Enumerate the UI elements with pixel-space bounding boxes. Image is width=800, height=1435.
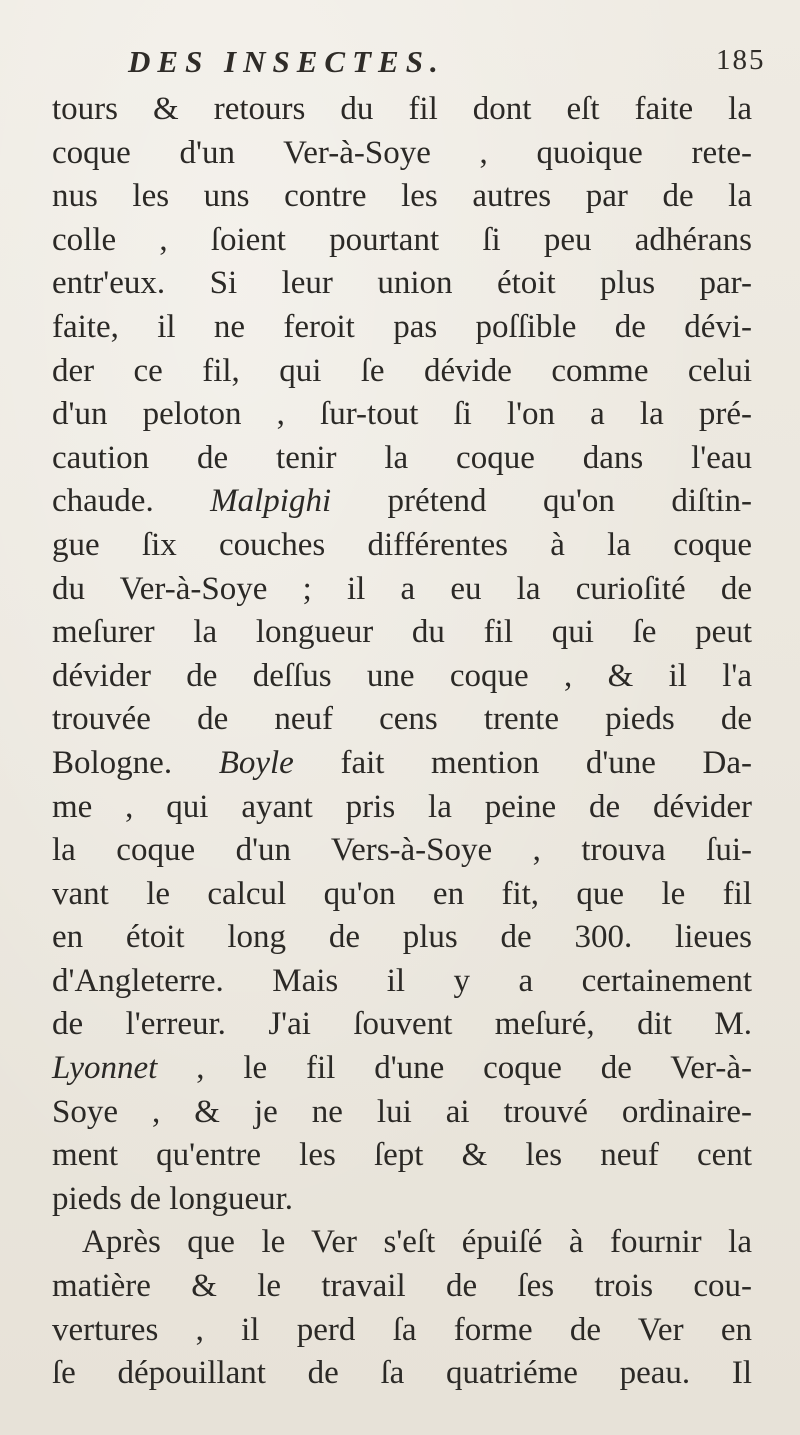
text-segment: vant le calcul qu'on en fit, que le fil — [52, 875, 752, 912]
page-number: 185 — [716, 44, 766, 76]
text-segment: d'un peloton , ſur-tout ſi l'on a la pré- — [52, 396, 752, 433]
text-segment: tours & retours du fil dont eſt faite la — [52, 91, 752, 127]
text-segment: pieds de longueur. — [52, 1180, 294, 1217]
text-segment: gue ſix couches différentes à la coque — [52, 526, 752, 563]
text-segment: de l'erreur. J'ai ſouvent meſuré, dit M. — [52, 1006, 752, 1043]
text-line — [52, 1047, 752, 1091]
text-segment: en étoit long de plus de 300. lieues — [52, 919, 752, 956]
text-line — [52, 219, 752, 263]
text-line — [52, 88, 752, 132]
text-line — [52, 1003, 752, 1047]
text-line — [52, 524, 752, 568]
text-segment: Après que le Ver s'eſt épuiſé à fournir la — [82, 1224, 752, 1261]
text-segment: entr'eux. Si leur union étoit plus par- — [52, 265, 752, 302]
text-segment: coque d'un Ver-à-Soye , quoique rete- — [52, 134, 752, 171]
text-segment: ſe dépouillant de ſa quatriéme peau. Il — [52, 1355, 752, 1392]
text-line — [52, 393, 752, 437]
italic-name: Boyle — [218, 744, 294, 781]
text-line — [52, 350, 752, 394]
text-segment: caution de tenir la coque dans l'eau — [52, 439, 752, 476]
text-segment: colle , ſoient pourtant ſi peu adhérans — [52, 221, 752, 258]
text-line — [52, 1178, 752, 1222]
text-line — [52, 611, 752, 655]
text-segment: Bologne. — [52, 744, 219, 781]
text-line — [52, 132, 752, 176]
text-segment: faite, il ne feroit pas poſſible de dévi- — [52, 308, 752, 345]
text-segment: , le fil d'une coque de Ver-à- — [157, 1050, 752, 1087]
text-line — [52, 698, 752, 742]
text-line — [52, 786, 752, 830]
text-line — [52, 175, 752, 219]
text-segment: meſurer la longueur du fil qui ſe peut — [52, 614, 752, 651]
italic-name: Malpighi — [210, 483, 332, 520]
text-segment: prétend qu'on diſtin- — [331, 483, 752, 520]
text-line — [52, 742, 752, 786]
running-head — [0, 44, 800, 88]
text-line — [52, 1221, 752, 1265]
text-line — [52, 1309, 752, 1353]
running-head-title: DES INSECTES. — [128, 44, 445, 79]
text-segment: nus les uns contre les autres par de la — [52, 178, 752, 215]
text-segment: d'Angleterre. Mais il y a certainement — [52, 962, 752, 999]
text-line — [52, 437, 752, 481]
text-segment: chaude. — [52, 483, 211, 520]
text-segment: me , qui ayant pris la peine de dévider — [52, 788, 752, 825]
body-text — [52, 88, 752, 1396]
text-line — [52, 873, 752, 917]
text-line — [52, 1134, 752, 1178]
text-line — [52, 829, 752, 873]
text-segment: Soye , & je ne lui ai trouvé ordinaire- — [52, 1093, 752, 1130]
text-segment: der ce fil, qui ſe dévide comme celui — [52, 352, 752, 389]
text-line — [52, 655, 752, 699]
text-segment: trouvée de neuf cens trente pieds de — [52, 701, 752, 738]
text-line — [52, 262, 752, 306]
italic-name: Lyonnet — [52, 1050, 158, 1087]
text-segment: la coque d'un Vers-à-Soye , trouva ſui- — [52, 832, 752, 869]
text-segment: du Ver-à-Soye ; il a eu la curioſité de — [52, 570, 752, 607]
text-line — [52, 1352, 752, 1396]
text-line — [52, 960, 752, 1004]
text-segment: ment qu'entre les ſept & les neuf cent — [52, 1137, 752, 1174]
text-segment: vertures , il perd ſa forme de Ver en — [52, 1311, 752, 1348]
text-line — [52, 480, 752, 524]
text-segment: matière & le travail de ſes trois cou- — [52, 1268, 752, 1305]
text-line — [52, 306, 752, 350]
text-line — [52, 1091, 752, 1135]
text-line — [52, 916, 752, 960]
text-segment: dévider de deſſus une coque , & il l'a — [52, 657, 752, 694]
text-segment: fait mention d'une Da- — [293, 744, 753, 781]
text-line — [52, 568, 752, 612]
text-line — [52, 1265, 752, 1309]
